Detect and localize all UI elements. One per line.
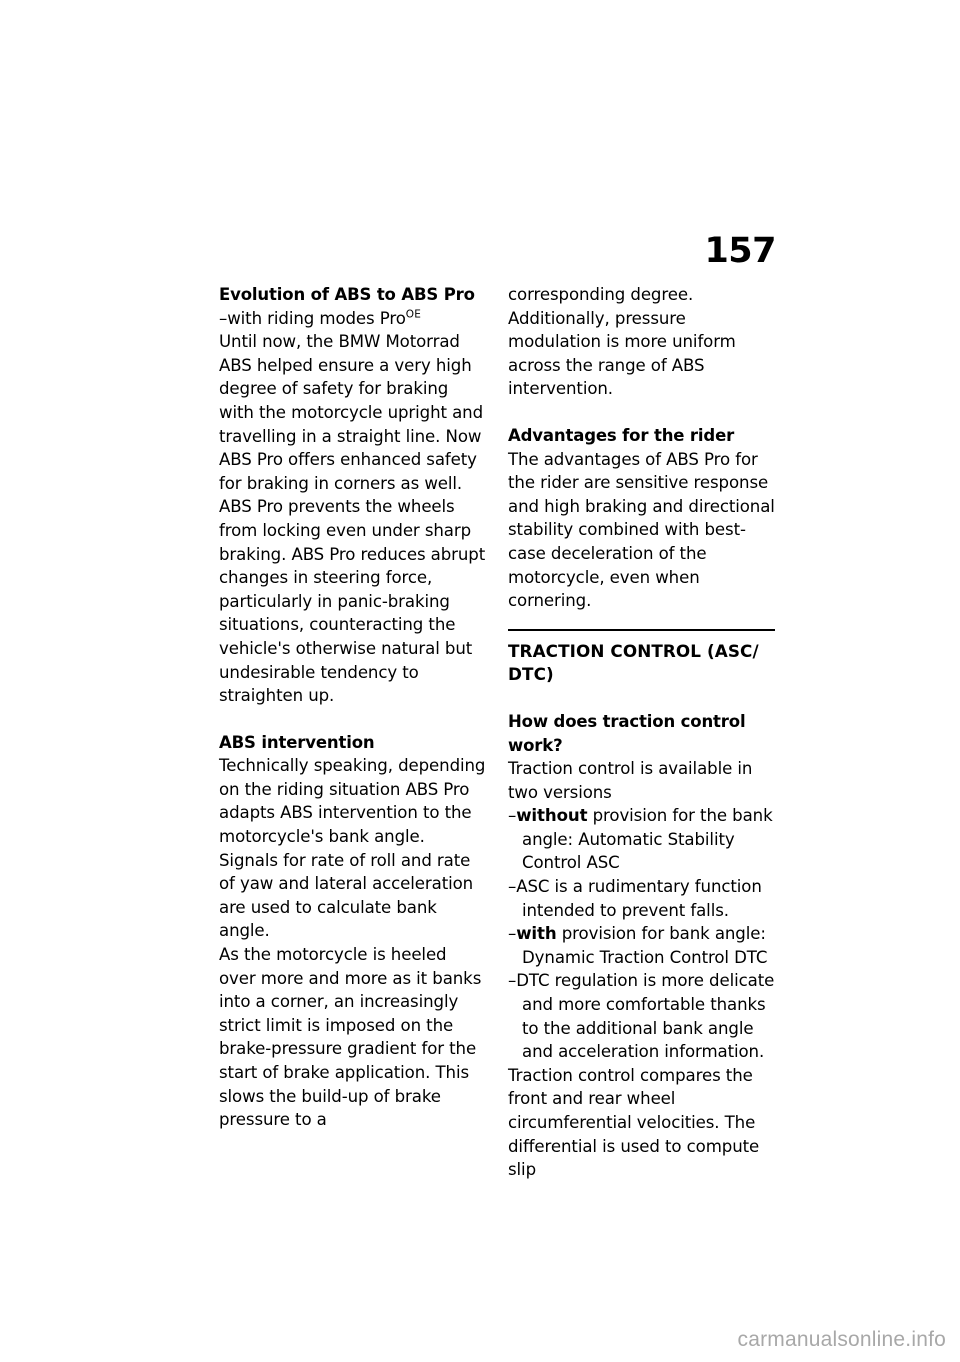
right-column (508, 283, 775, 1182)
list-dash-marker: – (508, 806, 517, 826)
list-item-bold: without (516, 806, 588, 826)
right-paragraph-1: corresponding degree. Additionally, pressure modulation is more uniform across the range of ABS intervention. (508, 285, 736, 399)
right-paragraph-4: Traction control compares the front and rear wheel circumferential velocities. The differential is used to compute slip (508, 1065, 760, 1180)
two-column-body (219, 283, 776, 1182)
list-item-text: provision for bank angle: Dynamic Traction Control DTC (522, 924, 768, 967)
left-paragraph-3: As the motorcycle is heeled over more and more as it banks into a corner, an increasingly strict limit is imposed on the brake-pressure gradient for the start of brake application. This slows the build-up of brake pressure to a (219, 945, 482, 1130)
left-subheading-text: –with riding modes Pro (219, 308, 406, 328)
list-item (508, 969, 775, 1063)
left-column (219, 283, 486, 1182)
right-heading-how-does-traction-control-work: How does traction control work? (508, 711, 746, 755)
list-item (508, 875, 775, 922)
section-divider-rule (508, 629, 775, 631)
left-subheading-riding-modes (219, 307, 486, 331)
traction-control-list (508, 804, 775, 1064)
right-paragraph-2: The advantages of ABS Pro for the rider are sensitive response and high braking and directional stability combined with best-case deceleration of the motorcycle, even when cornering. (508, 449, 775, 611)
right-section-heading-traction-control: TRACTION CONTROL (ASC/ DTC) (508, 640, 759, 685)
left-subheading-superscript-oe: OE (405, 308, 422, 321)
left-paragraph-1: Until now, the BMW Motorrad ABS helped ensure a very high degree of safety for braking with the motorcycle upright and travelling in a straight line. Now ABS Pro offers enhanced safety for braking in corners as well. ABS Pro prevents the wheels from locking even under sharp braking. ABS Pro reduces abrupt changes in steering force, particularly in panic-braking situations, counteracting the vehicle's otherwise natural but undesirable tendency to straighten up. (219, 332, 486, 706)
list-dash-marker: – (508, 924, 517, 944)
right-paragraph-3: Traction control is available in two versions (508, 759, 753, 802)
right-heading-advantages-for-rider: Advantages for the rider (508, 425, 735, 445)
page-number: 157 (704, 231, 776, 271)
left-paragraph-2: Technically speaking, depending on the riding situation ABS Pro adapts ABS intervention to the motorcycle's bank angle. Signals for rate of roll and rate of yaw and lateral acceleration are used to calculate bank angle. (219, 756, 486, 941)
left-heading-abs-intervention: ABS intervention (219, 732, 375, 752)
list-item-text: DTC regulation is more delicate and more comfortable thanks to the additional bank angle and acceleration information. (516, 971, 775, 1062)
list-item (508, 804, 775, 875)
list-item (508, 922, 775, 969)
list-item-text: ASC is a rudimentary function intended to prevent falls. (516, 877, 762, 920)
list-item-text: provision for the bank angle: Automatic Stability Control ASC (522, 806, 773, 873)
list-dash-marker: – (508, 971, 517, 991)
footer-watermark: carmanualsonline.info (737, 1328, 946, 1351)
list-dash-marker: – (508, 877, 517, 897)
list-item-bold: with (516, 924, 557, 944)
left-heading-evolution-abs: Evolution of ABS to ABS Pro (219, 285, 475, 304)
